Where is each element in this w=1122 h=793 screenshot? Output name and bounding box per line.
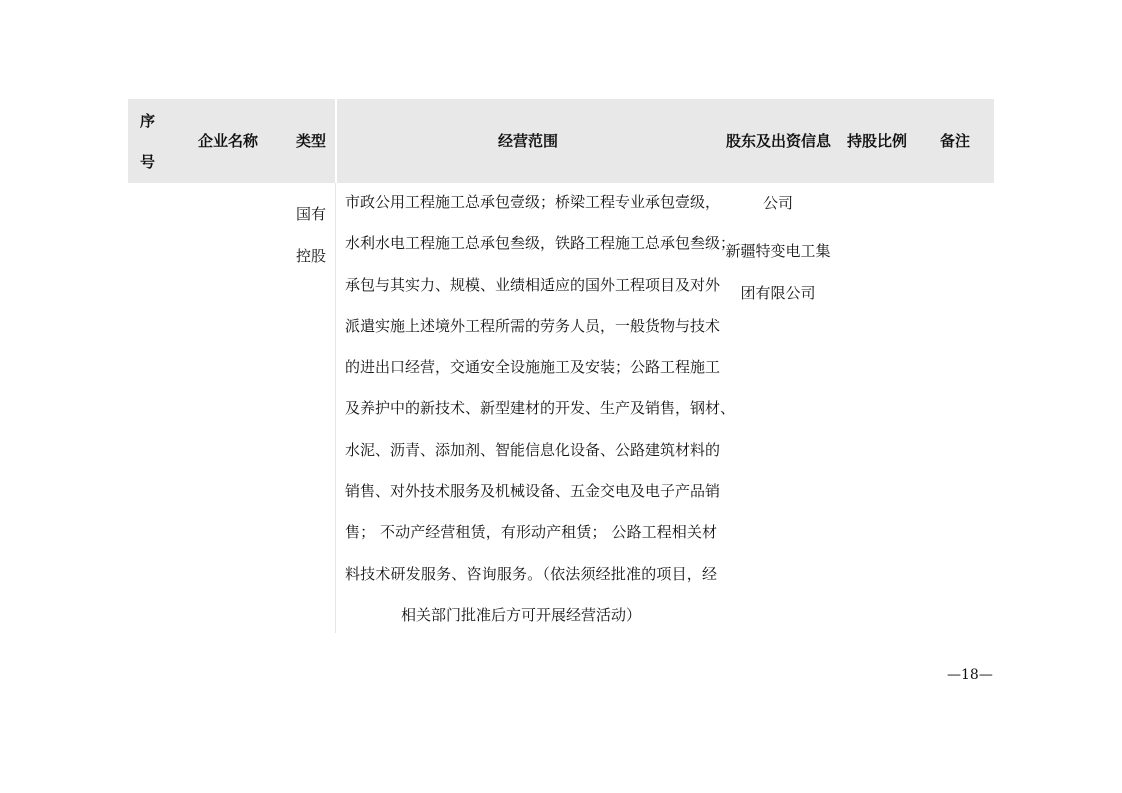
header-column-divider	[335, 99, 337, 183]
scope-line: 水泥、沥青、添加剂、智能信息化设备、公路建筑材料的	[345, 440, 721, 459]
scope-line: 销售、对外技术服务及机械设备、五金交电及电子产品销	[345, 482, 721, 501]
row-business-scope-cell	[345, 182, 736, 636]
header-seq-line2: 号	[140, 153, 156, 171]
header-holding-ratio: 持股比例	[847, 132, 908, 150]
shareholder-line-1: 公司	[762, 194, 793, 212]
page-number: —18—	[947, 667, 993, 683]
shareholder-line-2: 新疆特变电工集	[725, 242, 831, 260]
scope-line: 水利水电工程施工总承包叁级，铁路工程施工总承包叁级；	[345, 234, 736, 253]
row-type-cell	[296, 193, 330, 277]
scope-line: 售； 不动产经营租赁，有形动产租赁； 公路工程相关材	[345, 523, 717, 542]
body-column-divider	[335, 183, 336, 633]
header-type: 类型	[296, 132, 327, 150]
header-seq-line1: 序	[140, 112, 156, 130]
scope-line: 的进出口经营，交通安全设施施工及安装；公路工程施工	[345, 358, 721, 377]
type-line-1: 国有	[296, 205, 327, 223]
scope-line: 相关部门批准后方可开展经营活动）	[400, 605, 641, 624]
header-remarks: 备注	[940, 132, 971, 150]
type-line-2: 控股	[296, 247, 327, 265]
header-shareholder-info: 股东及出资信息	[726, 132, 832, 150]
header-company-name: 企业名称	[198, 132, 259, 150]
scope-line: 市政公用工程施工总承包壹级；桥梁工程专业承包壹级，	[345, 193, 721, 211]
shareholder-line-3: 团有限公司	[740, 284, 816, 302]
scope-line: 派遣实施上述境外工程所需的劳务人员，一般货物与技术	[345, 316, 721, 335]
scope-line: 及养护中的新技术、新型建材的开发、生产及销售，钢材、	[345, 399, 736, 418]
scope-line: 承包与其实力、规模、业绩相适应的国外工程项目及对外	[345, 275, 721, 294]
scope-line: 料技术研发服务、咨询服务。（依法须经批准的项目，经	[345, 564, 717, 583]
header-business-scope: 经营范围	[498, 132, 559, 150]
